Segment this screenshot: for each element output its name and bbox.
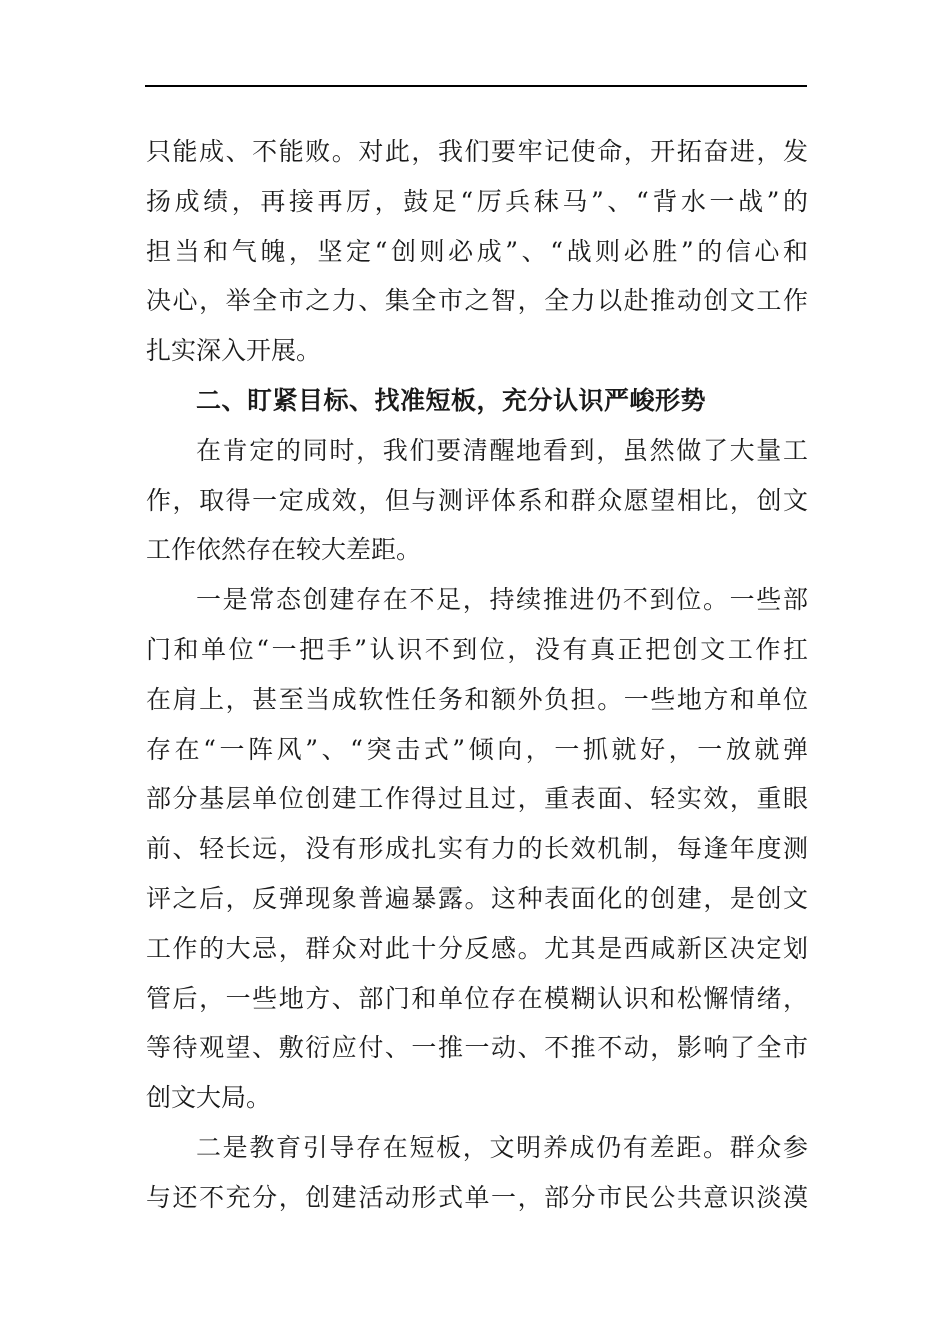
text-line: 二是教育引导存在短板，文明养成仍有差距。群众参 [196,1132,808,1162]
text-line: 只能成、不能败。对此，我们要牢记使命，开拓奋进，发 [146,137,808,166]
text-line: 与还不充分，创建活动形式单一，部分市民公共意识淡漠 [146,1182,808,1212]
text-line: 管后，一些地方、部门和单位存在模糊认识和松懈情绪， [146,983,808,1013]
text-line: 前、轻长远，没有形成扎实有力的长效机制，每逢年度测 [146,834,808,864]
text-line: 评之后，反弹现象普遍暴露。这种表面化的创建，是创文 [146,883,808,913]
text-line: 工作依然存在较大差距。 [146,535,422,565]
text-line: 作，取得一定成效，但与测评体系和群众愿望相比，创文 [146,485,808,515]
text-line: 一是常态创建存在不足，持续推进仍不到位。一些部 [196,585,808,615]
text-line: 在肩上，甚至当成软性任务和额外负担。一些地方和单位 [146,684,808,714]
text-line: 扬成绩，再接再厉，鼓足“厉兵秣马”、“背水一战”的 [146,186,808,216]
text-line: 工作的大忌，群众对此十分反感。尤其是西咸新区决定划 [146,933,808,963]
text-line: 门和单位“一把手”认识不到位，没有真正把创文工作扛 [146,634,808,664]
document-body [146,127,808,1223]
text-line: 扎实深入开展。 [146,336,322,366]
text-line: 存在“一阵风”、“突击式”倾向，一抓就好，一放就弹 [146,734,808,764]
text-line: 决心，举全市之力、集全市之智，全力以赴推动创文工作 [146,286,808,316]
paragraph-2 [146,426,808,575]
section-heading: 二、盯紧目标、找准短板，充分认识严峻形势 [196,385,707,415]
header-rule [145,85,807,87]
paragraph-4 [146,1123,808,1223]
paragraph-3 [146,575,808,1123]
text-line: 创文大局。 [146,1083,272,1113]
text-line: 担当和气魄，坚定“创则必成”、“战则必胜”的信心和 [146,236,808,266]
text-line: 部分基层单位创建工作得过且过，重表面、轻实效，重眼 [146,784,808,814]
text-line: 等待观望、敷衍应付、一推一动、不推不动，影响了全市 [146,1033,808,1063]
paragraph-1 [146,127,808,376]
text-line: 在肯定的同时，我们要清醒地看到，虽然做了大量工 [196,435,808,465]
